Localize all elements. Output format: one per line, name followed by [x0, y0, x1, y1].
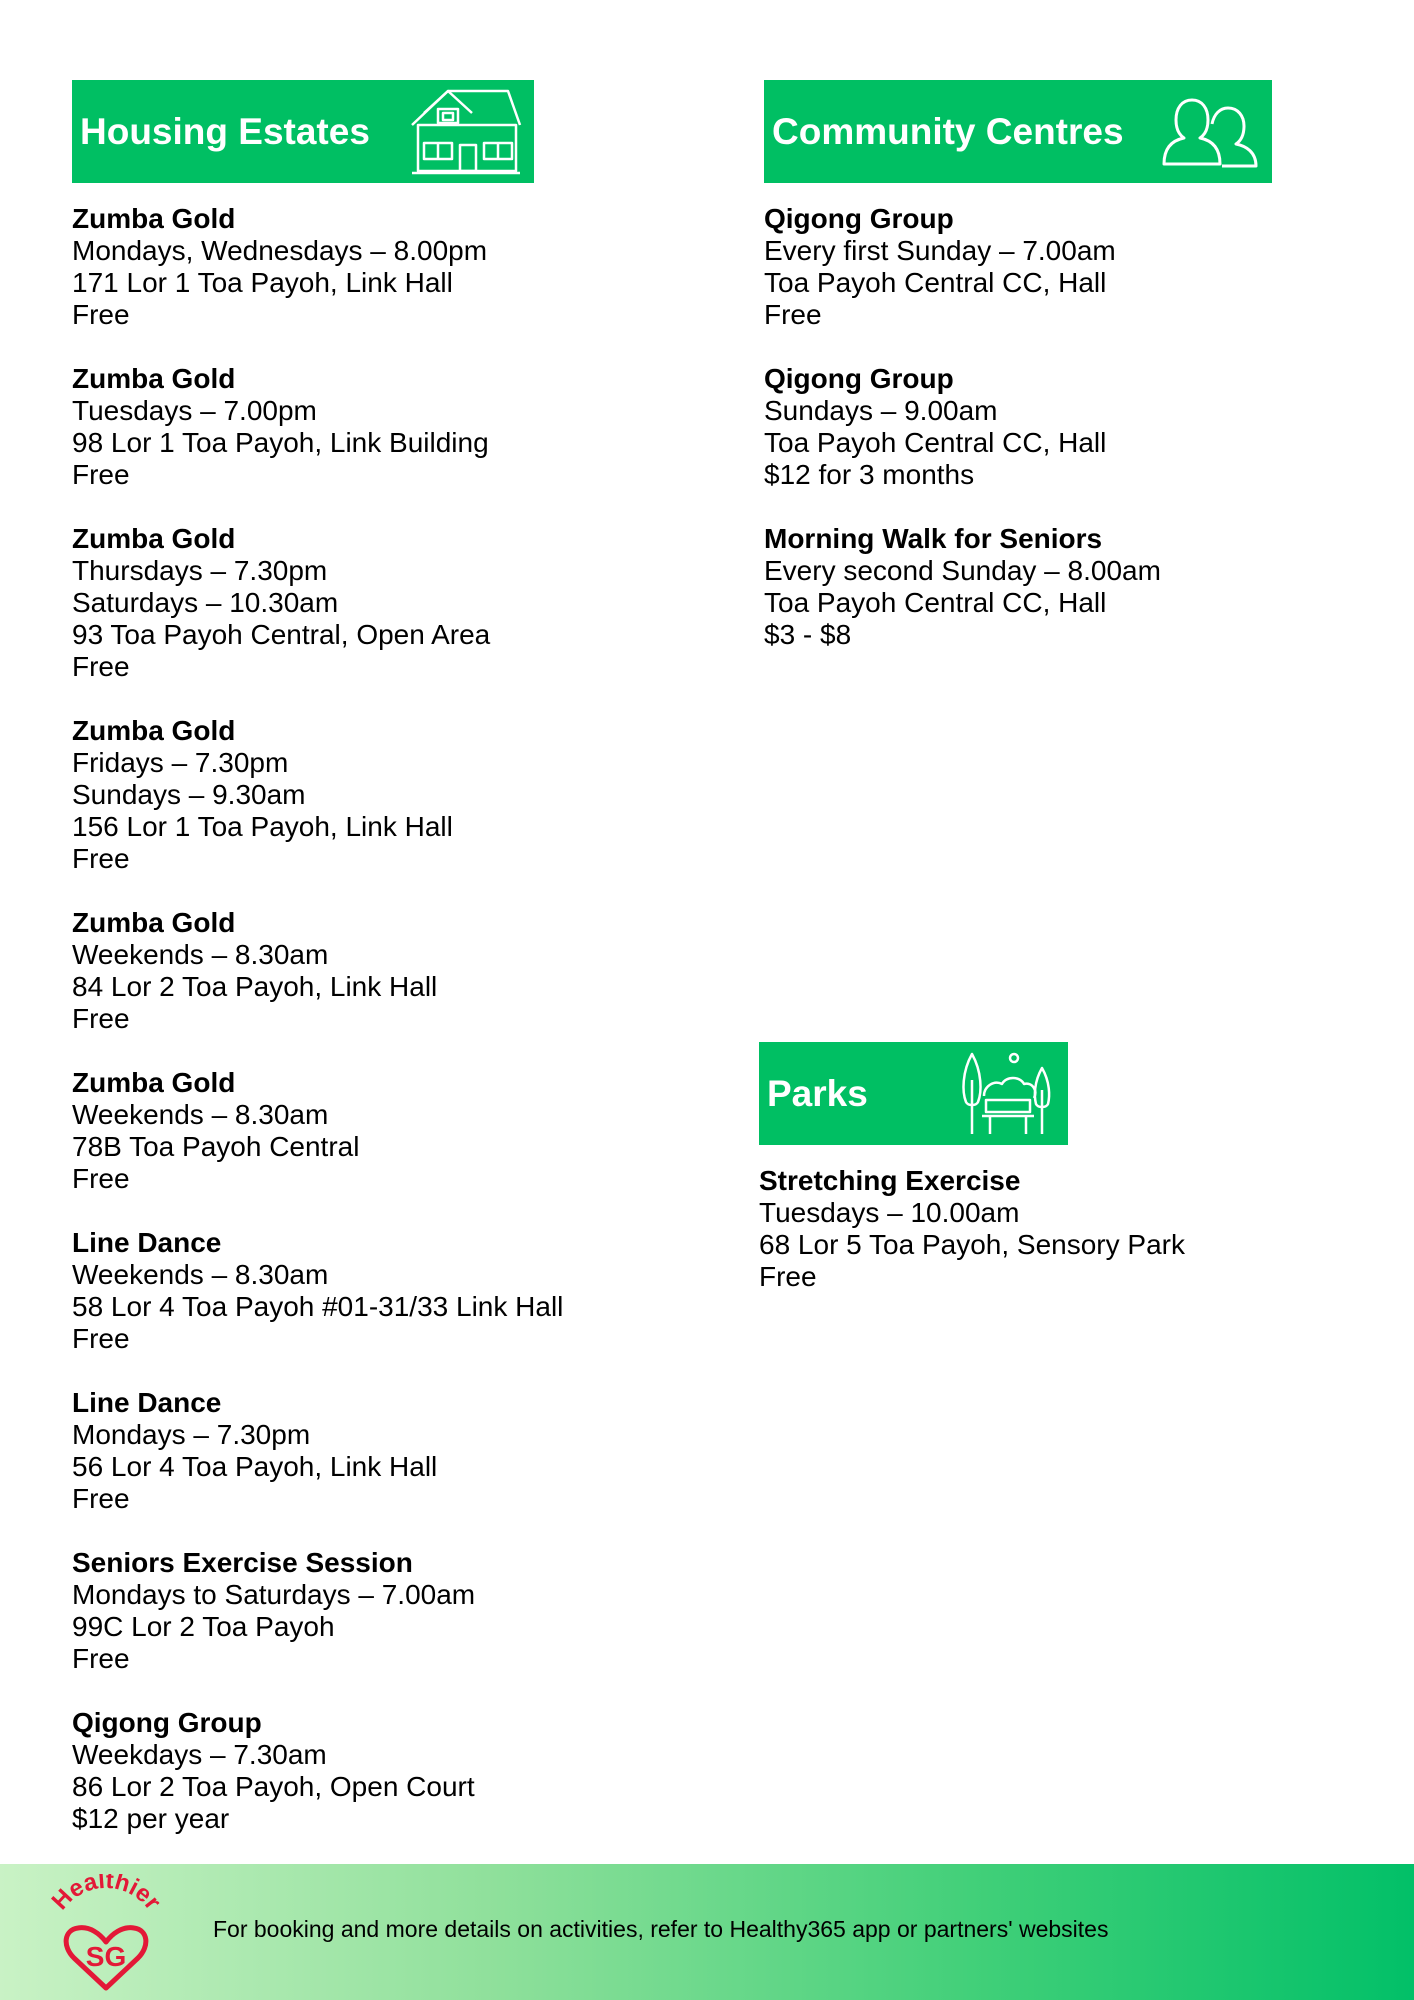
activity-detail: Free — [72, 1163, 130, 1194]
logo-text-bottom: SG — [85, 1941, 127, 1972]
activity-detail: Every second Sunday – 8.00am — [764, 555, 1161, 586]
activity-detail: 86 Lor 2 Toa Payoh, Open Court — [72, 1771, 475, 1802]
housing-estates-title: Housing Estates — [80, 110, 370, 152]
activity-item — [72, 363, 692, 491]
logo-text-top: Healthier — [46, 1874, 167, 1916]
activity-detail: Free — [72, 459, 130, 490]
activity-item — [72, 203, 692, 331]
activity-item — [759, 1165, 1379, 1293]
activity-detail: Free — [72, 651, 130, 682]
activity-item — [72, 1067, 692, 1195]
activity-item — [764, 203, 1384, 331]
activity-detail: Sundays – 9.30am — [72, 779, 306, 810]
activity-detail: 98 Lor 1 Toa Payoh, Link Building — [72, 427, 489, 458]
activity-name: Stretching Exercise — [759, 1165, 1021, 1196]
activity-item — [72, 1707, 692, 1835]
activity-detail: 68 Lor 5 Toa Payoh, Sensory Park — [759, 1229, 1185, 1260]
activity-name: Zumba Gold — [72, 363, 236, 394]
activity-detail: Tuesdays – 7.00pm — [72, 395, 317, 426]
community-activity-list — [764, 203, 1384, 651]
activity-detail: Weekends – 8.30am — [72, 939, 329, 970]
activity-detail: Weekdays – 7.30am — [72, 1739, 327, 1770]
housing-estates-section — [72, 80, 692, 1867]
people-icon — [1160, 94, 1260, 170]
activity-item — [72, 907, 692, 1035]
activity-detail: 84 Lor 2 Toa Payoh, Link Hall — [72, 971, 438, 1002]
community-centres-section — [764, 80, 1384, 683]
activity-item — [72, 1227, 692, 1355]
parks-section — [759, 1042, 1379, 1325]
activity-detail: Every first Sunday – 7.00am — [764, 235, 1116, 266]
activity-detail: Sundays – 9.00am — [764, 395, 998, 426]
activity-detail: 78B Toa Payoh Central — [72, 1131, 360, 1162]
activity-detail: Free — [72, 1003, 130, 1034]
activity-item — [72, 523, 692, 683]
parks-activity-list — [759, 1165, 1379, 1293]
activity-detail: Free — [72, 299, 130, 330]
activity-detail: Free — [72, 1643, 130, 1674]
healthier-sg-logo-icon — [40, 1874, 170, 1999]
activity-name: Zumba Gold — [72, 1067, 236, 1098]
activity-detail: Mondays to Saturdays – 7.00am — [72, 1579, 476, 1610]
svg-text:Healthier — [47, 1874, 167, 1915]
activity-detail: Toa Payoh Central CC, Hall — [764, 587, 1107, 618]
activity-detail: 56 Lor 4 Toa Payoh, Link Hall — [72, 1451, 438, 1482]
activity-detail: $12 for 3 months — [764, 459, 975, 490]
activity-detail: Weekends – 8.30am — [72, 1099, 329, 1130]
activity-detail: Toa Payoh Central CC, Hall — [764, 267, 1107, 298]
activity-detail: Free — [759, 1261, 817, 1292]
activity-item — [72, 1387, 692, 1515]
activity-item — [764, 363, 1384, 491]
activity-name: Line Dance — [72, 1387, 222, 1418]
housing-estates-banner — [72, 80, 534, 183]
activity-detail: Fridays – 7.30pm — [72, 747, 289, 778]
activity-detail: Toa Payoh Central CC, Hall — [764, 427, 1107, 458]
housing-activity-list — [72, 203, 692, 1835]
activity-item — [72, 1547, 692, 1675]
community-centres-banner — [764, 80, 1272, 183]
activity-name: Zumba Gold — [72, 715, 236, 746]
activity-detail: Thursdays – 7.30pm — [72, 555, 328, 586]
activity-detail: $3 - $8 — [764, 619, 852, 650]
activity-detail: Mondays – 7.30pm — [72, 1419, 311, 1450]
activity-detail: Free — [72, 1323, 130, 1354]
parks-banner — [759, 1042, 1068, 1145]
activity-detail: Free — [72, 1483, 130, 1514]
activity-name: Zumba Gold — [72, 907, 236, 938]
activity-name: Zumba Gold — [72, 523, 236, 554]
activity-detail: Mondays, Wednesdays – 8.00pm — [72, 235, 488, 266]
activity-detail: 171 Lor 1 Toa Payoh, Link Hall — [72, 267, 453, 298]
activity-name: Morning Walk for Seniors — [764, 523, 1103, 554]
community-centres-title: Community Centres — [772, 110, 1124, 152]
activity-item — [764, 523, 1384, 651]
activity-detail: Tuesdays – 10.00am — [759, 1197, 1020, 1228]
activity-detail: Free — [764, 299, 822, 330]
house-icon — [410, 87, 522, 177]
activity-detail: 93 Toa Payoh Central, Open Area — [72, 619, 491, 650]
activity-item — [72, 715, 692, 875]
activity-name: Qigong Group — [764, 363, 954, 394]
activity-detail: $12 per year — [72, 1803, 230, 1834]
park-bench-icon — [956, 1050, 1056, 1138]
activity-name: Line Dance — [72, 1227, 222, 1258]
activity-name: Seniors Exercise Session — [72, 1547, 413, 1578]
activity-detail: Weekends – 8.30am — [72, 1259, 329, 1290]
activity-detail: 156 Lor 1 Toa Payoh, Link Hall — [72, 811, 453, 842]
activity-detail: Free — [72, 843, 130, 874]
activity-name: Qigong Group — [764, 203, 954, 234]
activity-name: Zumba Gold — [72, 203, 236, 234]
footer — [0, 1864, 1414, 2000]
parks-title: Parks — [767, 1072, 868, 1114]
activity-detail: 99C Lor 2 Toa Payoh — [72, 1611, 335, 1642]
activity-detail: Saturdays – 10.30am — [72, 587, 339, 618]
activity-detail: 58 Lor 4 Toa Payoh #01-31/33 Link Hall — [72, 1291, 564, 1322]
footer-note: For booking and more details on activities, refer to Healthy365 app or partners' websites — [213, 1916, 1109, 1942]
activity-name: Qigong Group — [72, 1707, 262, 1738]
